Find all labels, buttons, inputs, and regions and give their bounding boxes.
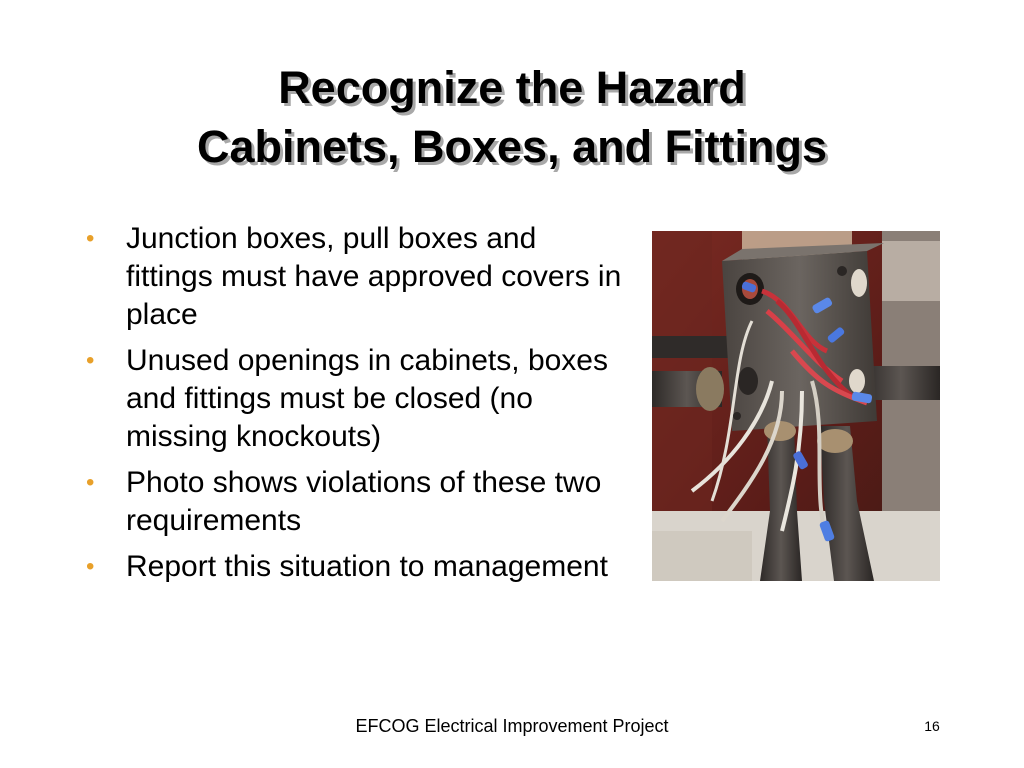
bullet-text: Junction boxes, pull boxes and fittings must have approved covers in place <box>126 222 622 331</box>
slide-title <box>0 58 1024 176</box>
bullet-item <box>86 548 626 586</box>
bullet-text: Unused openings in cabinets, boxes and fittings must be closed (no missing knockouts) <box>126 344 608 453</box>
bullet-dot-icon: • <box>86 469 95 496</box>
slide-title-line-1: Recognize the Hazard <box>278 62 746 113</box>
page-number: 16 <box>924 718 940 734</box>
bullet-dot-icon: • <box>86 347 95 374</box>
bullet-item <box>86 342 626 456</box>
slide-title-line-2: Cabinets, Boxes, and Fittings <box>196 121 828 172</box>
bullet-dot-icon: • <box>86 553 95 580</box>
bullet-text: Report this situation to management <box>126 550 608 583</box>
bullet-dot-icon: • <box>86 225 95 252</box>
bullet-item <box>86 464 626 540</box>
bullet-list <box>86 220 626 594</box>
bullet-item <box>86 220 626 334</box>
footer-text: EFCOG Electrical Improvement Project <box>355 716 669 736</box>
junction-box-photo <box>652 231 940 581</box>
bullet-text: Photo shows violations of these two requirements <box>126 466 602 537</box>
